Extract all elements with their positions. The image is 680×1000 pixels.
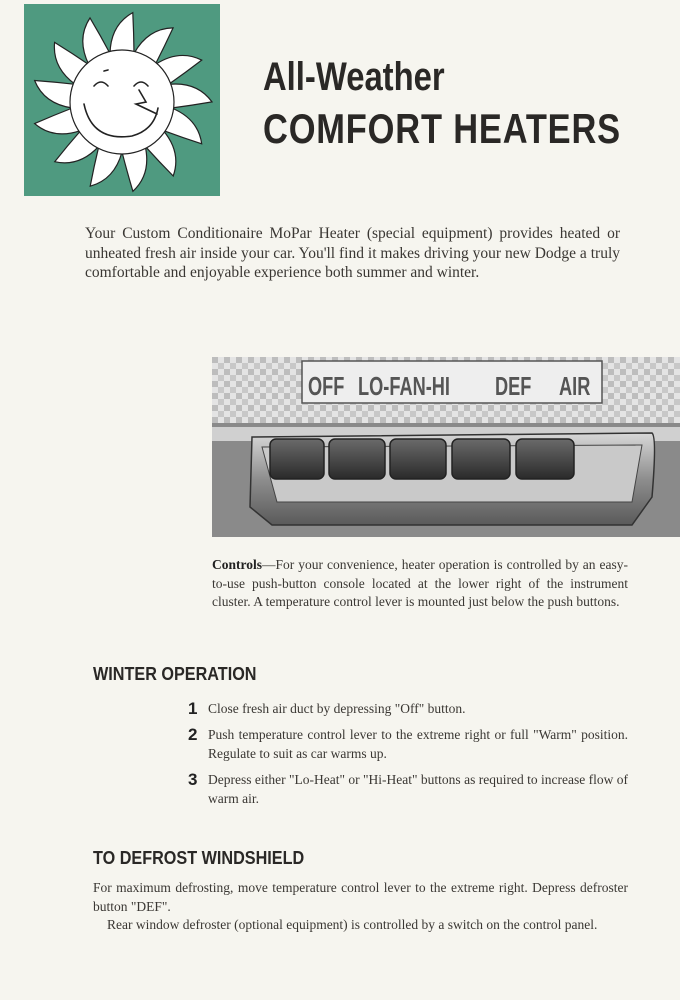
- step-number: 1: [188, 699, 198, 718]
- title-line-1: All-Weather: [263, 55, 445, 99]
- winter-step: [188, 699, 628, 718]
- defrost-section: [93, 879, 628, 935]
- label-off: OFF: [308, 371, 345, 401]
- intro-paragraph: Your Custom Conditionaire MoPar Heater (special equipment) provides heated or unheated fresh air inside your car. You'll find it makes driving your new Dodge a truly comfortable and enjoyable experience both summer and winter.: [85, 225, 620, 281]
- controls-paragraph: [212, 556, 628, 612]
- label-air: AIR: [559, 371, 591, 401]
- step-text: Depress either "Lo-Heat" or "Hi-Heat" buttons as required to increase flow of warm air.: [208, 772, 628, 806]
- step-number: 3: [188, 770, 198, 789]
- winter-step: [188, 770, 628, 808]
- title-line-2: COMFORT HEATERS: [263, 105, 621, 152]
- label-lo-fan-hi: LO-FAN-HI: [358, 371, 450, 401]
- smiling-sun-icon: [24, 4, 220, 196]
- defrost-heading: TO DEFROST WINDSHIELD: [93, 848, 305, 868]
- controls-text: —For your convenience, heater operation is controlled by an easy-to-use push-button console located at the lower right of the instrument cluster. A temperature control lever is mounted just below the push buttons.: [212, 557, 628, 609]
- winter-step: [188, 725, 628, 763]
- defrost-paragraph-2: Rear window defroster (optional equipment) is controlled by a switch on the control panel.: [107, 917, 598, 932]
- controls-lead: Controls: [212, 557, 263, 572]
- winter-operation-heading: WINTER OPERATION: [93, 664, 257, 684]
- step-text: Push temperature control lever to the extreme right or full "Warm" position. Regulate to suit as car warms up.: [208, 727, 628, 761]
- defrost-paragraph-1: For maximum defrosting, move temperature control lever to the extreme right. Depress defroster button "DEF".: [93, 880, 628, 914]
- step-text: Close fresh air duct by depressing "Off" button.: [208, 701, 466, 716]
- sun-logo: [24, 4, 220, 196]
- heater-control-illustration: [212, 357, 680, 537]
- label-def: DEF: [495, 371, 532, 401]
- step-number: 2: [188, 725, 198, 744]
